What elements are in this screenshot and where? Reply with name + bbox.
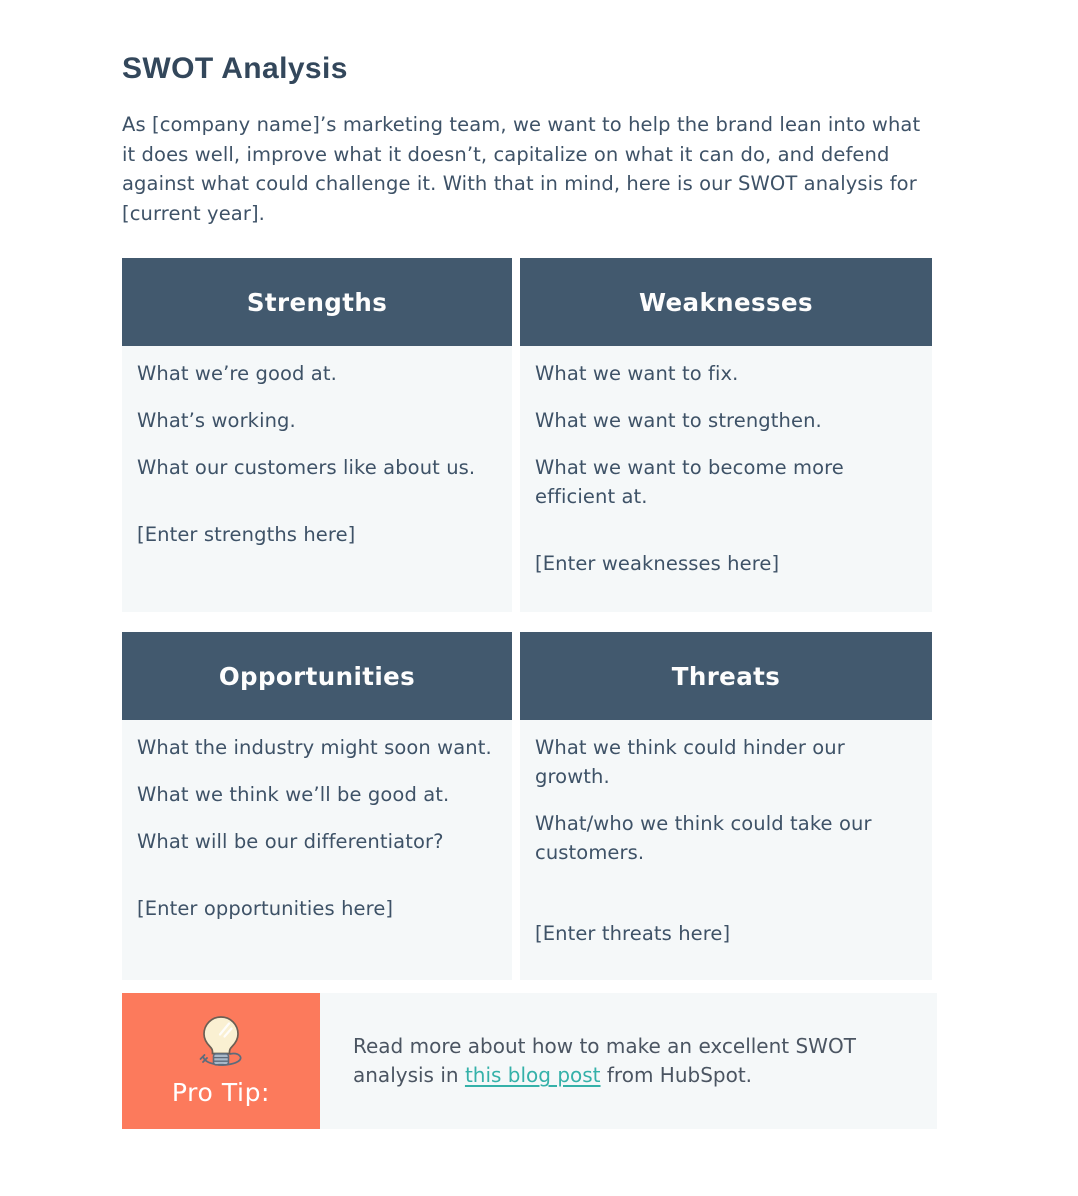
weaknesses-header	[520, 258, 932, 346]
opportunities-item: What will be our differentiator?	[137, 830, 444, 854]
strengths-header	[122, 258, 512, 346]
swot-grid	[122, 258, 932, 980]
weaknesses-item: What we want to become more efficient at.	[535, 456, 844, 509]
pro-tip-label: Pro Tip:	[171, 1078, 271, 1108]
threats-title: Threats	[671, 661, 781, 691]
pro-tip-content	[320, 993, 937, 1129]
opportunities-item: What we think we’ll be good at.	[137, 783, 450, 807]
quadrant-opportunities	[122, 632, 512, 980]
pro-tip-badge	[122, 993, 320, 1129]
weaknesses-item: What we want to strengthen.	[535, 409, 822, 433]
weaknesses-title: Weaknesses	[638, 287, 814, 317]
quadrant-threats	[520, 632, 932, 980]
pro-tip-text	[353, 1032, 873, 1091]
threats-placeholder: [Enter threats here]	[535, 922, 731, 946]
threats-body	[520, 720, 932, 980]
weaknesses-item: What we want to fix.	[535, 362, 739, 386]
threats-item: What we think could hinder our growth.	[535, 736, 845, 789]
page-title: SWOT Analysis	[122, 52, 348, 85]
intro-paragraph: As [company name]’s marketing team, we want to help the brand lean into what it does well, improve what it doesn’t, capitalize on what it can do, and defend against what could challenge it. With that in mind, here is our SWOT analysis for [current year].	[122, 113, 921, 225]
pro-tip-text-after: from HubSpot.	[600, 1063, 753, 1088]
strengths-item: What’s working.	[137, 409, 296, 433]
strengths-body	[122, 346, 512, 612]
strengths-placeholder: [Enter strengths here]	[137, 523, 356, 547]
lightbulb-icon	[195, 1015, 247, 1075]
weaknesses-body	[520, 346, 932, 612]
strengths-item: What we’re good at.	[137, 362, 337, 386]
quadrant-strengths	[122, 258, 512, 612]
opportunities-header	[122, 632, 512, 720]
weaknesses-placeholder: [Enter weaknesses here]	[535, 552, 780, 576]
strengths-item: What our customers like about us.	[137, 456, 476, 480]
quadrant-weaknesses	[520, 258, 932, 612]
strengths-title: Strengths	[246, 287, 388, 317]
opportunities-item: What the industry might soon want.	[137, 736, 492, 760]
pro-tip-text-before: Read more about how to make an excellent SWOT analysis in	[353, 1033, 856, 1088]
blog-post-link[interactable]: this blog post	[464, 1063, 601, 1088]
opportunities-title: Opportunities	[218, 661, 416, 691]
opportunities-body	[122, 720, 512, 980]
opportunities-placeholder: [Enter opportunities here]	[137, 897, 394, 921]
pro-tip-callout	[122, 993, 937, 1129]
threats-item: What/who we think could take our customers.	[535, 812, 872, 865]
threats-header	[520, 632, 932, 720]
